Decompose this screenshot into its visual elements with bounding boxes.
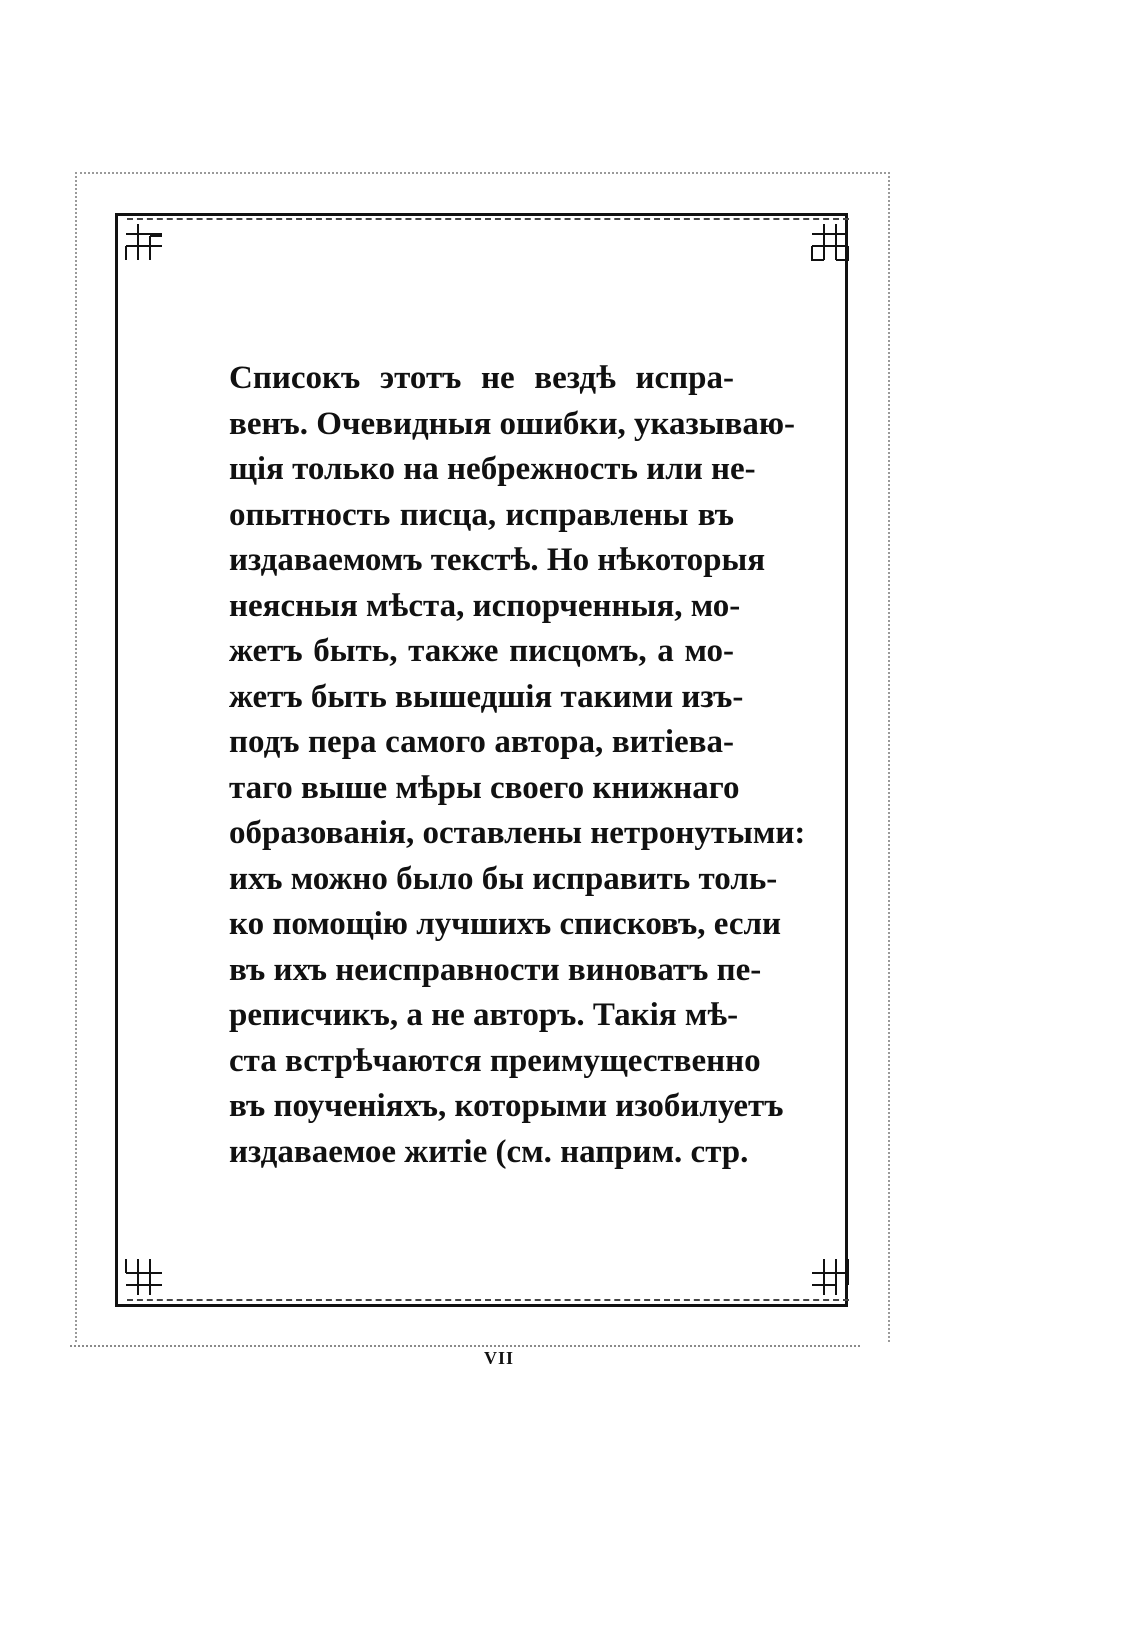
text-line: жетъ быть вышедшія такими изъ- xyxy=(229,678,744,715)
bottom-dotted-rule xyxy=(70,1345,860,1347)
corner-ornament-bottom-left-icon xyxy=(122,1255,166,1299)
corner-ornament-bottom-right-icon xyxy=(808,1255,852,1299)
page-number: VII xyxy=(484,1348,515,1368)
text-line: неясныя мѣста, испорченныя, мо- xyxy=(229,587,741,624)
text-line: въ ихъ неисправности виноватъ пе- xyxy=(229,951,762,988)
text-line: венъ. Очевидныя ошибки, указываю- xyxy=(229,405,796,442)
text-line: опытность писца, исправлены въ xyxy=(229,496,734,533)
text-line: таго выше мѣры своего книжнаго xyxy=(229,769,740,806)
text-line: Списокъ этотъ не вездѣ испра- xyxy=(229,360,734,396)
body-paragraph xyxy=(229,356,806,1175)
text-line: ста встрѣчаются преимущественно xyxy=(229,1042,761,1079)
text-line: реписчикъ, а не авторъ. Такія мѣ- xyxy=(229,997,739,1033)
text-line: ихъ можно было бы исправить толь- xyxy=(229,860,778,897)
corner-ornament-top-right-icon xyxy=(808,220,852,264)
text-line: издаваемое житіе (см. наприм. стр. xyxy=(229,1133,749,1170)
text-line: ко помощію лучшихъ списковъ, если xyxy=(229,906,782,942)
text-line: щія только на небрежность или не- xyxy=(229,451,756,487)
text-line: въ поученіяхъ, которыми изобилуетъ xyxy=(229,1088,784,1124)
text-line: жетъ быть, также писцомъ, а мо- xyxy=(229,633,734,669)
corner-ornament-top-left-icon xyxy=(122,220,166,264)
text-line: подъ пера самого автора, витіева- xyxy=(229,724,734,760)
text-line: издаваемомъ текстѣ. Но нѣкоторыя xyxy=(229,542,766,578)
text-line: образованія, оставлены нетронутыми: xyxy=(229,815,806,851)
